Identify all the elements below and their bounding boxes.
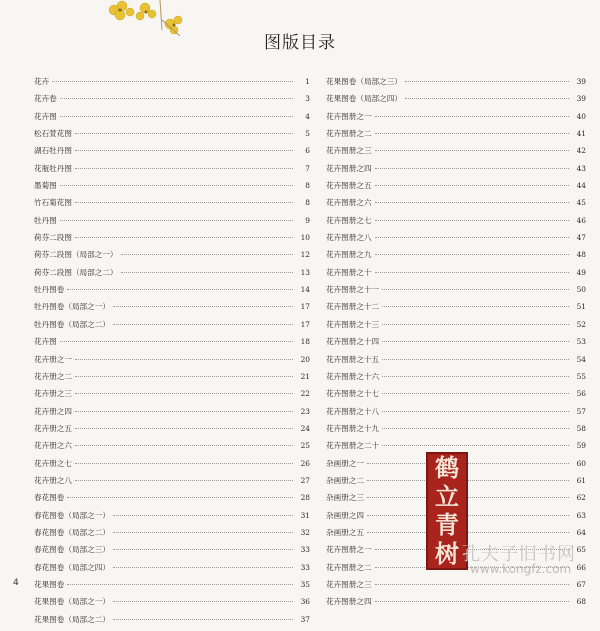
entry-page-number: 26 [300,458,310,468]
entry-page-number: 22 [300,389,310,399]
entry-title: 花瓶牡丹图 [34,163,72,173]
entry-page-number: 63 [576,510,586,520]
entry-title: 花卉册之三 [34,389,72,399]
toc-entry [326,319,586,336]
toc-entry [34,284,310,301]
toc-entry [34,215,310,232]
toc-entry [34,614,310,631]
entry-page-number: 65 [576,545,586,555]
toc-entry [326,180,586,197]
entry-page-number: 32 [300,527,310,537]
dot-leader [113,515,293,516]
dot-leader [75,393,293,394]
seal-char: 立 [435,481,459,511]
entry-page-number: 66 [576,562,586,572]
toc-entry [326,596,586,613]
dot-leader [113,532,293,533]
dot-leader [113,549,293,550]
entry-title: 花卉图册之三 [326,579,372,589]
entry-page-number: 12 [300,250,310,260]
entry-title: 花卉册之二 [34,371,72,381]
toc-entry [34,544,310,561]
entry-title: 花卉册之五 [34,423,72,433]
toc-entry [34,197,310,214]
dot-leader [113,601,293,602]
entry-title: 牡丹图 [34,215,57,225]
toc-entry [326,111,586,128]
entry-title: 花卉图册之九 [326,250,372,260]
entry-page-number: 54 [576,354,586,364]
toc-entry [326,163,586,180]
entry-title: 花卉图册之十四 [326,337,380,347]
entry-title: 花卉图册之五 [326,181,372,191]
entry-page-number: 7 [305,163,310,173]
dot-leader [75,463,293,464]
toc-entry [326,215,586,232]
entry-page-number: 20 [300,354,310,364]
entry-title: 荷芬二段图 [34,233,72,243]
dot-leader [113,619,293,620]
dot-leader [75,168,293,169]
entry-title: 杂画册之三 [326,493,364,503]
toc-entry [34,301,310,318]
toc-entry [34,423,310,440]
entry-page-number: 50 [576,285,586,295]
dot-leader [75,237,293,238]
entry-title: 牡丹图卷 [34,285,65,295]
entry-page-number: 43 [576,163,586,173]
toc-entry [34,579,310,596]
entry-page-number: 53 [576,337,586,347]
entry-page-number: 33 [300,545,310,555]
entry-page-number: 17 [300,302,310,312]
dot-leader [382,324,569,325]
toc-entry [326,145,586,162]
dot-leader [121,254,293,255]
entry-title: 墨菊图 [34,181,57,191]
entry-title: 春花图卷（局部之四） [34,562,110,572]
toc-entry [326,93,586,110]
entry-page-number: 1 [305,77,310,86]
entry-title: 松石萱花图 [34,129,72,139]
entry-title: 湖石牡丹图 [34,146,72,156]
dot-leader [375,584,569,585]
entry-title: 花卉图 [34,337,57,347]
entry-title: 花卉册之八 [34,475,72,485]
entry-page-number: 55 [576,371,586,381]
toc-entry [326,354,586,371]
entry-title: 花卉册之四 [34,406,72,416]
entry-page-number: 39 [576,77,586,86]
entry-page-number: 8 [305,198,310,208]
entry-title: 花卉图册之十三 [326,319,380,329]
toc-entry [326,301,586,318]
dot-leader [375,116,569,117]
toc-entry [326,267,586,284]
entry-page-number: 64 [576,527,586,537]
dot-leader [375,168,569,169]
entry-title: 花果图卷（局部之四） [326,94,402,104]
dot-leader [121,272,293,273]
entry-title: 花卉图册之四 [326,597,372,607]
entry-page-number: 49 [576,267,586,277]
entry-page-number: 4 [305,111,310,121]
dot-leader [382,411,569,412]
page-title: 图版目录 [264,33,336,53]
dot-leader [75,445,293,446]
entry-page-number: 39 [576,94,586,104]
entry-page-number: 67 [576,579,586,589]
entry-title: 花卉册之七 [34,458,72,468]
entry-page-number: 9 [305,215,310,225]
dot-leader [375,272,569,273]
toc-entry [34,596,310,613]
toc-entry [326,423,586,440]
toc-entry [326,197,586,214]
toc-entry [34,319,310,336]
dot-leader [75,428,293,429]
entry-title: 花果图卷（局部之三） [326,77,402,86]
entry-page-number: 33 [300,562,310,572]
dot-leader [375,150,569,151]
dot-leader [67,584,293,585]
toc-entry [34,267,310,284]
entry-title: 花卉图册之三 [326,146,372,156]
entry-title: 花卉图册之二十 [326,441,380,451]
entry-title: 牡丹图卷（局部之一） [34,302,110,312]
dot-leader [75,133,293,134]
toc-entry [326,232,586,249]
toc-entry [34,145,310,162]
entry-title: 杂画册之四 [326,510,364,520]
dot-leader [60,220,293,221]
entry-page-number: 52 [576,319,586,329]
entry-page-number: 46 [576,215,586,225]
seal-char: 树 [435,538,459,568]
dot-leader [382,393,569,394]
entry-title: 春花图卷（局部之二） [34,527,110,537]
entry-title: 花卉图册之七 [326,215,372,225]
entry-page-number: 44 [576,181,586,191]
entry-page-number: 28 [300,493,310,503]
dot-leader [75,359,293,360]
dot-leader [113,324,293,325]
dot-leader [405,98,569,99]
toc-entry [34,93,310,110]
entry-page-number: 48 [576,250,586,260]
entry-title: 花卉图册之八 [326,233,372,243]
entry-page-number: 6 [305,146,310,156]
toc-entry [34,371,310,388]
toc-entry [34,527,310,544]
entry-page-number: 56 [576,389,586,399]
dot-leader [382,341,569,342]
entry-page-number: 59 [576,441,586,451]
entry-title: 花卉图册之十八 [326,406,380,416]
dot-leader [375,202,569,203]
entry-page-number: 36 [300,597,310,607]
entry-title: 春花图卷（局部之一） [34,510,110,520]
dot-leader [375,220,569,221]
entry-title: 花卉图册之十九 [326,423,380,433]
toc-entry [34,180,310,197]
entry-title: 花卉图册之一 [326,111,372,121]
seal-char: 青 [435,510,459,540]
entry-title: 花卉图册之十七 [326,389,380,399]
entry-page-number: 41 [576,129,586,139]
entry-page-number: 37 [300,614,310,624]
dot-leader [67,289,293,290]
toc-entry [34,492,310,509]
entry-title: 春花图卷（局部之三） [34,545,110,555]
entry-page-number: 35 [300,579,310,589]
dot-leader [375,237,569,238]
dot-leader [75,376,293,377]
page-number: 4 [13,578,19,588]
entry-page-number: 42 [576,146,586,156]
dot-leader [382,428,569,429]
entry-page-number: 10 [300,233,310,243]
entry-page-number: 14 [300,285,310,295]
toc-entry [34,336,310,353]
toc-entry [326,128,586,145]
entry-title: 花卉册之一 [34,354,72,364]
entry-title: 花卉图 [34,111,57,121]
entry-page-number: 45 [576,198,586,208]
watermark-text: 孔夫子旧书网 [462,544,576,565]
dot-leader [75,480,293,481]
entry-title: 荷芬二段图（局部之二） [34,267,118,277]
entry-title: 花卉图册之二 [326,129,372,139]
toc-entry [34,510,310,527]
dot-leader [405,81,569,82]
toc-entry [34,249,310,266]
entry-page-number: 24 [300,423,310,433]
dot-leader [375,601,569,602]
toc-entry [34,562,310,579]
dot-leader [75,202,293,203]
entry-page-number: 23 [300,406,310,416]
toc-entry [326,579,586,596]
toc-left-column [34,76,310,631]
entry-title: 花卉图册之十六 [326,371,380,381]
entry-page-number: 18 [300,337,310,347]
entry-page-number: 31 [300,510,310,520]
entry-title: 花卉图册之四 [326,163,372,173]
dot-leader [75,150,293,151]
entry-title: 牡丹图卷（局部之二） [34,319,110,329]
watermark-url: www.kongfz.com [470,562,572,576]
dot-leader [60,185,293,186]
entry-page-number: 61 [576,475,586,485]
dot-leader [75,411,293,412]
entry-page-number: 3 [305,94,310,104]
entry-page-number: 60 [576,458,586,468]
dot-leader [67,497,293,498]
entry-title: 花果图卷 [34,579,65,589]
dot-leader [382,445,569,446]
toc-entry [326,336,586,353]
entry-title: 花卉图册之十五 [326,354,380,364]
entry-page-number: 25 [300,441,310,451]
entry-page-number: 5 [305,129,310,139]
toc-entry [326,249,586,266]
entry-page-number: 17 [300,319,310,329]
entry-page-number: 68 [576,597,586,607]
entry-page-number: 58 [576,423,586,433]
entry-title: 花卉图册之六 [326,198,372,208]
entry-title: 杂画册之五 [326,527,364,537]
dot-leader [382,289,569,290]
entry-page-number: 62 [576,493,586,503]
entry-title: 花卉图册之十二 [326,302,380,312]
toc-entry [34,354,310,371]
entry-title: 杂画册之二 [326,475,364,485]
entry-page-number: 57 [576,406,586,416]
entry-title: 花卉图册之二 [326,562,372,572]
dot-leader [60,98,293,99]
dot-leader [52,81,293,82]
dot-leader [113,306,293,307]
toc-entry [34,76,310,93]
entry-title: 花果图卷（局部之一） [34,597,110,607]
toc-entry [326,371,586,388]
dot-leader [382,306,569,307]
dot-leader [375,133,569,134]
seal-char: 鹤 [435,453,459,483]
entry-title: 花卉 [34,77,50,86]
toc-entry [34,406,310,423]
entry-page-number: 13 [300,267,310,277]
toc-entry [34,111,310,128]
entry-title: 花卉图册之一 [326,545,372,555]
dot-leader [60,116,293,117]
entry-page-number: 47 [576,233,586,243]
toc-entry [326,406,586,423]
entry-title: 花卉图册之十一 [326,285,380,295]
entry-title: 荷芬二段图（局部之一） [34,250,118,260]
entry-title: 春花图卷 [34,493,65,503]
entry-title: 杂画册之一 [326,458,364,468]
toc-entry [34,458,310,475]
entry-title: 花卉册之六 [34,441,72,451]
dot-leader [382,359,569,360]
toc-entry [326,284,586,301]
dot-leader [375,254,569,255]
dot-leader [375,185,569,186]
toc-entry [34,475,310,492]
entry-page-number: 40 [576,111,586,121]
dot-leader [382,376,569,377]
entry-page-number: 27 [300,475,310,485]
toc-entry [34,388,310,405]
entry-title: 花果图卷（局部之二） [34,614,110,624]
toc-entry [34,163,310,180]
toc-entry [326,388,586,405]
toc-entry [34,128,310,145]
entry-title: 花卉图册之十 [326,267,372,277]
entry-page-number: 8 [305,181,310,191]
dot-leader [113,567,293,568]
entry-title: 花卉卷 [34,94,57,104]
dot-leader [60,341,293,342]
entry-page-number: 21 [300,371,310,381]
toc-entry [34,232,310,249]
entry-page-number: 51 [576,302,586,312]
toc-entry [326,76,586,93]
toc-entry [34,440,310,457]
entry-title: 竹石菊花图 [34,198,72,208]
